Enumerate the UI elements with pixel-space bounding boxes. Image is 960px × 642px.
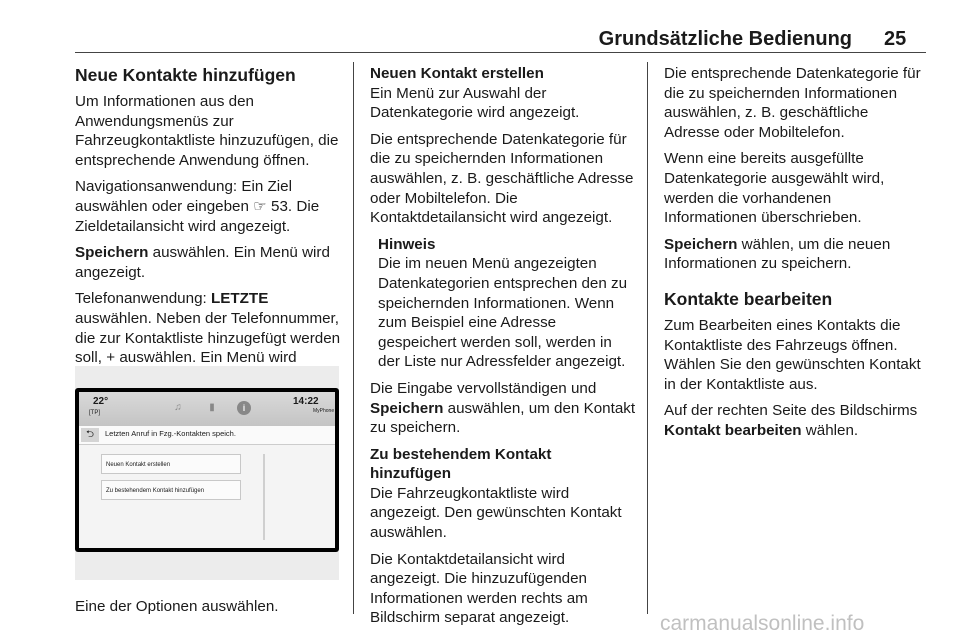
note-box — [370, 235, 636, 372]
subheading-neuen-kontakt: Neuen Kontakt erstellen — [370, 65, 544, 82]
watermark: carmanualsonline.info — [660, 612, 865, 635]
paragraph: Ein Menü zur Auswahl der Datenkategorie wird angezeigt. — [370, 84, 580, 122]
column-1 — [75, 64, 343, 394]
music-note-icon[interactable]: ♫ — [174, 402, 182, 413]
info-icon[interactable]: i — [237, 401, 251, 415]
menu-title: Letzten Anruf in Fzg.-Kontakten speich. — [105, 429, 236, 438]
paragraph: Die entsprechende Datenkategorie für die zu speichernden Informationen auswählen, z. B. geschäftliche Adresse oder Mobiltelefon. — [664, 65, 921, 141]
section-heading-kontakte-bearbeiten: Kontakte bearbeiten — [664, 288, 833, 309]
phone-name: MyPhone — [313, 408, 335, 414]
page-reference-icon: ☞ — [253, 197, 267, 215]
note-title: Hinweis — [378, 235, 436, 253]
paragraph: Telefonanwendung: LETZTE auswählen. Neben der Telefonnummer, die zur Kontaktliste hinzugefügt werden soll, + auswählen. Ein Menü wird — [75, 290, 341, 367]
paragraph: Speichern wählen, um die neuen Informationen zu speichern. — [664, 235, 891, 273]
paragraph: Die Kontaktdetailansicht wird angezeigt. Die hinzuzufügenden Informationen werden rechts am Bildschirm separat angezeigt. — [370, 550, 588, 627]
header-rule — [75, 52, 926, 53]
paragraph: Auf der rechten Seite des Bildschirms Kontakt bearbeiten wählen. — [664, 402, 918, 439]
temperature: 22° — [93, 396, 109, 407]
tp-indicator: [TP] — [89, 410, 101, 416]
paragraph: Um Informationen aus den Anwendungsmenüs zur Fahrzeugkontaktliste hinzuzufügen, die entsprechende Anwendung öffnen. — [75, 93, 339, 169]
plus-icon: + — [106, 349, 116, 367]
paragraph: Die entsprechende Datenkategorie für die zu speichernden Informationen auswählen, z. B. geschäftliche Adresse oder Mobiltelefon. Die Kontaktdetailansicht wird angezeigt. — [370, 130, 634, 227]
status-bar — [79, 392, 335, 426]
infotainment-screenshot — [75, 366, 339, 580]
paragraph: Wenn eine bereits ausgefüllte Datenkategorie ausgewählt wird, werden die vorhandenen Informationen überschrieben. — [664, 150, 885, 227]
section-heading-neue-kontakte: Neue Kontakte hinzufügen — [75, 65, 296, 85]
back-arrow-icon[interactable]: ⮌ — [81, 428, 99, 442]
column-3 — [664, 64, 926, 448]
column-divider-2 — [647, 62, 648, 614]
option-zu-bestehendem-kontakt[interactable]: Zu bestehendem Kontakt hinzufügen — [101, 480, 241, 500]
phone-icon[interactable]: ▮ — [209, 402, 215, 413]
clock: 14:22 — [293, 396, 319, 407]
paragraph: Die Eingabe vervollständigen und Speichern auswählen, um den Kontakt zu speichern. — [370, 379, 636, 437]
page-number: 25 — [884, 28, 907, 50]
subheading-zu-bestehendem: Zu bestehendem Kontakt hinzufügen — [370, 445, 552, 483]
paragraph: Zum Bearbeiten eines Kontakts die Kontaktliste des Fahrzeugs öffnen. Wählen Sie den gewünschten Kontakt in der Kontaktliste aus. — [664, 316, 921, 393]
note-text: Die im neuen Menü angezeigten Datenkategorien entsprechen den zu speichernden Informationen. Wenn zum Beispiel eine Adresse gespeichert werden soll, werden in der Liste nur Adressfelder angezeigt. — [378, 255, 628, 371]
paragraph: Navigationsanwendung: Ein Ziel auswählen oder eingeben ☞ 53. Die Zieldetailansicht wird angezeigt. — [75, 178, 320, 235]
screen-bezel — [75, 388, 339, 552]
screen-display — [79, 392, 335, 548]
figure-caption: Eine der Optionen auswählen. — [75, 598, 279, 615]
paragraph: Die Fahrzeugkontaktliste wird angezeigt. Den gewünschten Kontakt auswählen. — [370, 484, 622, 542]
menu-title-bar — [79, 426, 335, 445]
column-divider-1 — [353, 62, 354, 614]
option-neuen-kontakt-erstellen[interactable]: Neuen Kontakt erstellen — [101, 454, 241, 474]
scrollbar[interactable] — [263, 454, 265, 540]
paragraph: Speichern auswählen. Ein Menü wird angezeigt. — [75, 244, 330, 281]
page-header-title: Grundsätzliche Bedienung — [598, 28, 852, 50]
column-2 — [370, 64, 636, 635]
